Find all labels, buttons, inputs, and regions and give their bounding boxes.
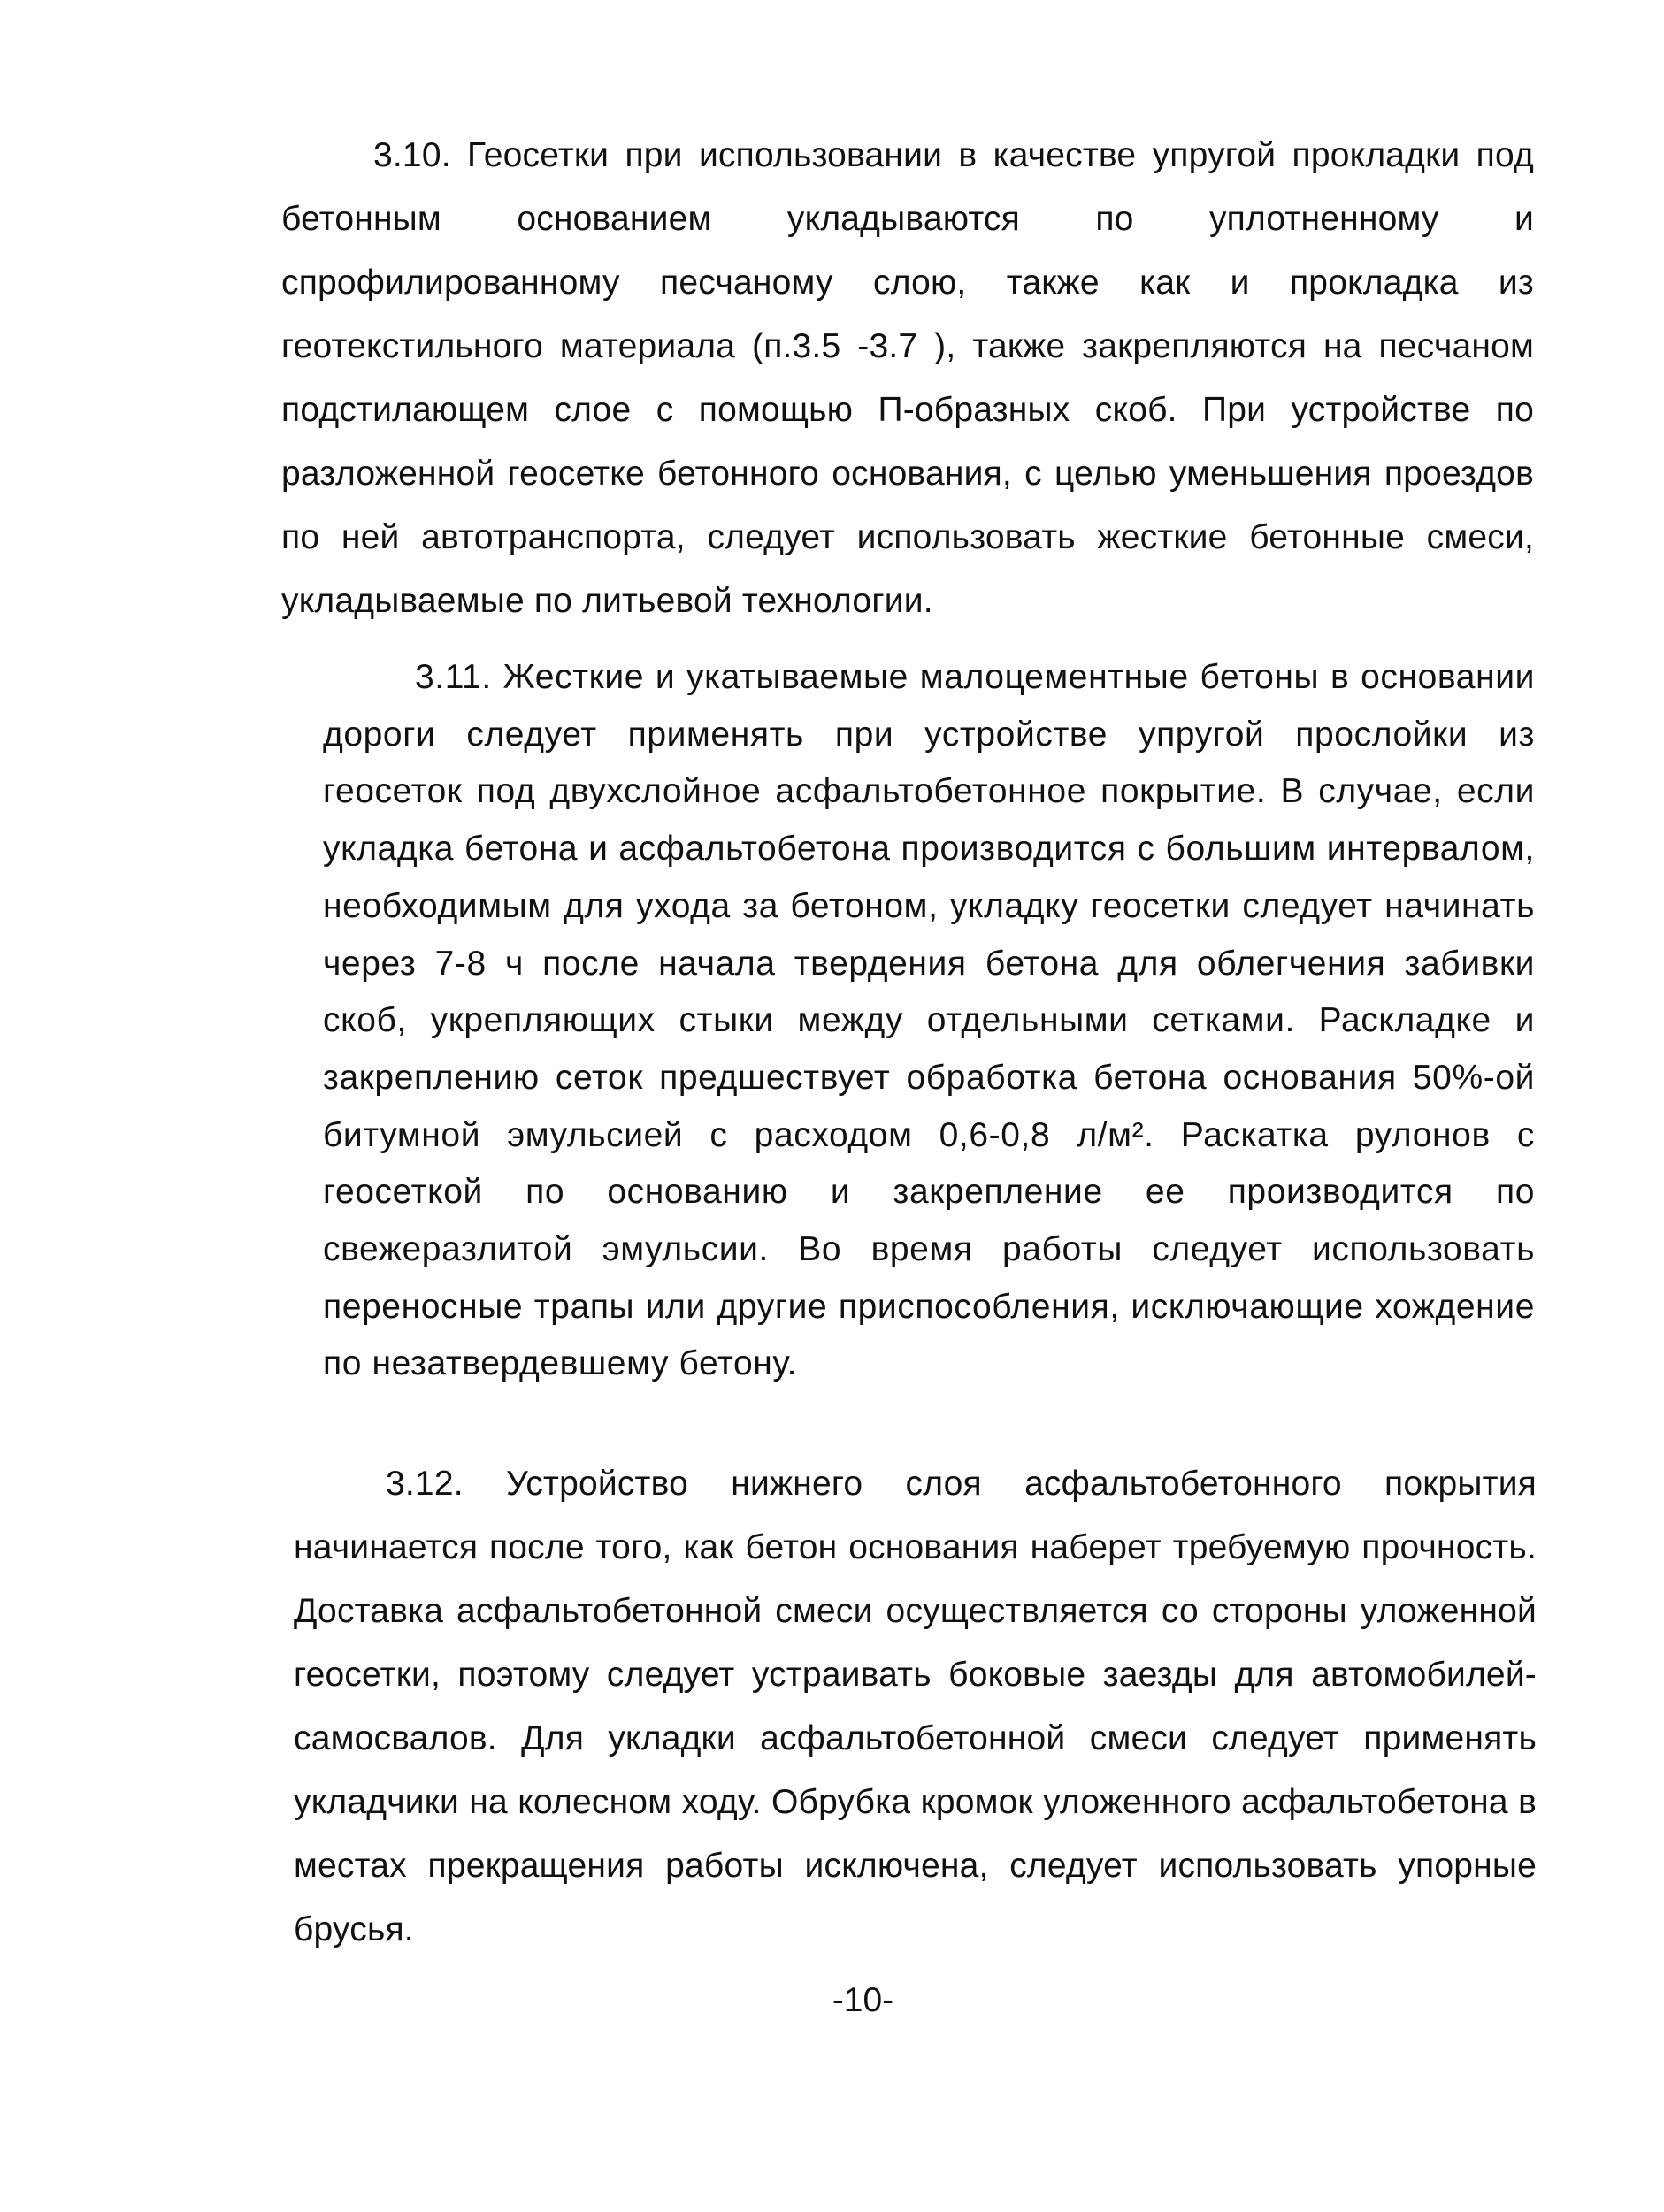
paragraph-3-11: 3.11. Жесткие и укатываемые малоцементные бетоны в основании дороги следует применять при устройстве упругой прослойки из геосеток под двухслойное асфальтобетонное покрытие. В случае, если укладка бетона и асфальтобетона производится с большим интервалом, необходимым для ухода за бетоном, укладку геосетки следует начинать через 7-8 ч после начала твердения бетона для облегчения забивки скоб, укрепляющих стыки между отдельными сетками. Раскладке и закреплению сеток предшествует обработка бетона основания 50%-ой битумной эмульсией с расходом 0,6-0,8 л/м². Раскатка рулонов с геосеткой по основанию и закрепление ее производится по свежеразлитой эмульсии. Во время работы следует использовать переносные трапы или другие приспособления, исключающие хождение по незатвердевшему бетону. (323, 658, 1535, 1383)
paragraph-3-10: 3.10. Геосетки при использовании в качестве упругой прокладки под бетонным основанием укладываются по уплотненному и спрофилированному песчаному слою, также как и прокладка из геотекстильного материала (п.3.5 -3.7 ), также закрепляются на песчаном подстилающем слое с помощью П-образных скоб. При устройстве по разложенной геосетке бетонного основания, с целью уменьшения проездов по ней автотранспорта, следует использовать жесткие бетонные смеси, укладываемые по литьевой технологии. (281, 136, 1534, 620)
page-number: -10- (832, 1981, 894, 2019)
paragraph-3-12: 3.12. Устройство нижнего слоя асфальтобетонного покрытия начинается после того, как бетон основания наберет требуемую прочность. Доставка асфальтобетонной смеси осуществляется со стороны уложенной геосетки, поэтому следует устраивать боковые заезды для автомобилей-самосвалов. Для укладки асфальтобетонной смеси следует применять укладчики на колесном ходу. Обрубка кромок уложенного асфальтобетона в местах прекращения работы исключена, следует использовать упорные брусья. (294, 1465, 1537, 1948)
